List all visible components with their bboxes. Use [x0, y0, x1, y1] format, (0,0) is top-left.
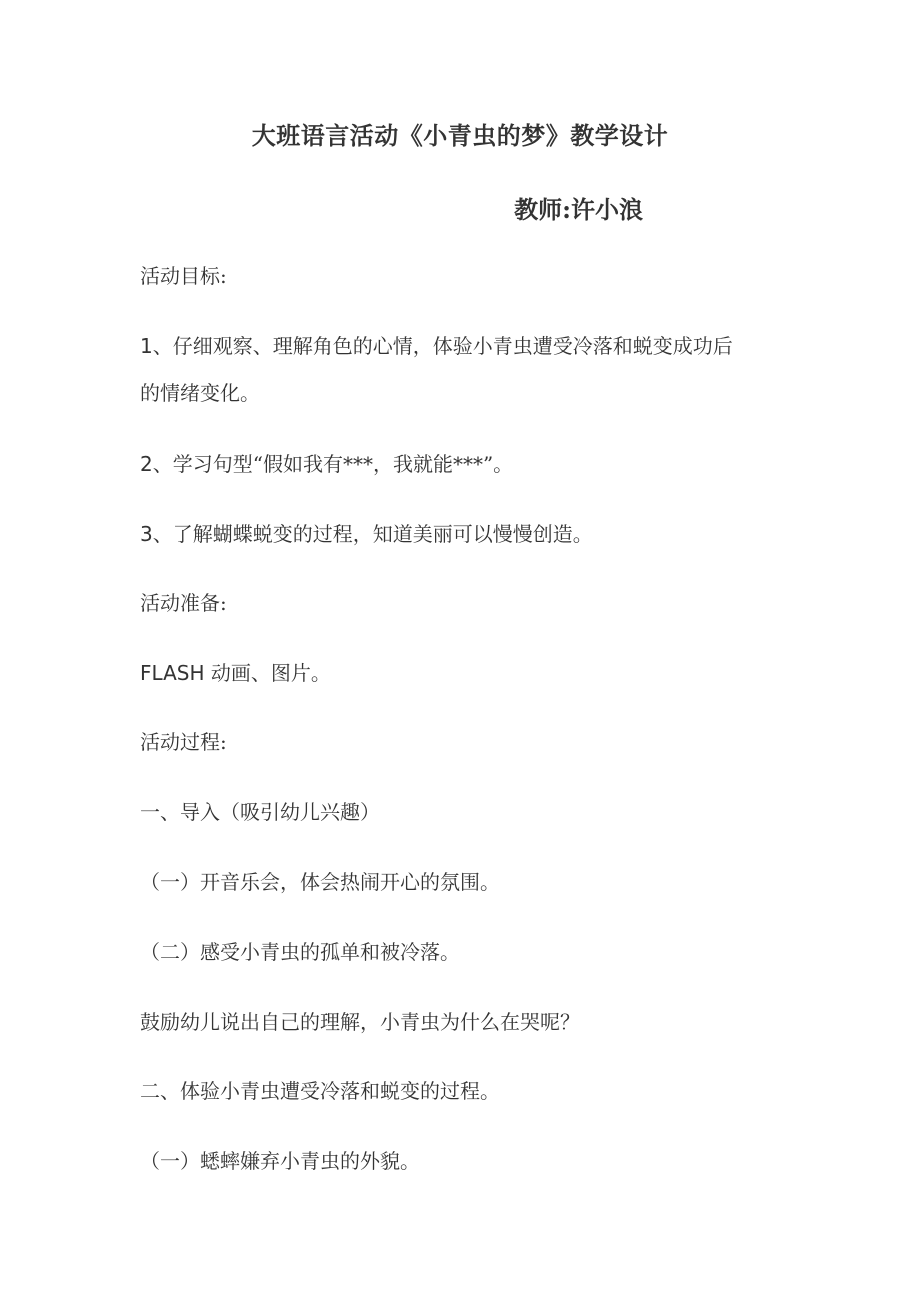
step-2: 二、体验小青虫遭受冷落和蜕变的过程。 [140, 1079, 500, 1103]
step-1-c: 鼓励幼儿说出自己的理解，小青虫为什么在哭呢？ [140, 1010, 580, 1034]
goal-2-text: 、学习句型“假如我有***，我就能***”。 [152, 452, 514, 476]
teacher-name: 教师:许小浪 [514, 195, 643, 224]
goal-3 [140, 510, 800, 558]
prep-heading: 活动准备: [140, 591, 227, 615]
step-1-b: （二）感受小青虫的孤单和被冷落。 [140, 940, 460, 964]
goal-3-text: 、了解蝴蝶蜕变的过程，知道美丽可以慢慢创造。 [152, 522, 593, 546]
prep-materials-text: 动画、图片。 [204, 661, 331, 685]
step-1: 一、导入（吸引幼儿兴趣） [140, 800, 380, 824]
step-1-a: （一）开音乐会，体会热闹开心的氛围。 [140, 870, 500, 894]
goals-heading: 活动目标: [140, 264, 227, 288]
goal-2 [140, 440, 800, 488]
goal-3-number: 3 [140, 522, 153, 546]
goal-1 [140, 322, 800, 370]
prep-materials [140, 649, 800, 697]
goal-1-continued: 的情绪变化。 [140, 381, 260, 405]
goal-1-number: 1 [140, 334, 153, 358]
document-title: 大班语言活动《小青虫的梦》教学设计 [251, 121, 669, 150]
prep-flash-label: FLASH [140, 661, 205, 685]
goal-1-text: 、仔细观察、理解角色的心情，体验小青虫遭受冷落和蜕变成功后 [152, 334, 733, 358]
goal-2-number: 2 [140, 452, 153, 476]
step-2-a: （一）蟋蟀嫌弃小青虫的外貌。 [140, 1149, 420, 1173]
process-heading: 活动过程: [140, 730, 227, 754]
